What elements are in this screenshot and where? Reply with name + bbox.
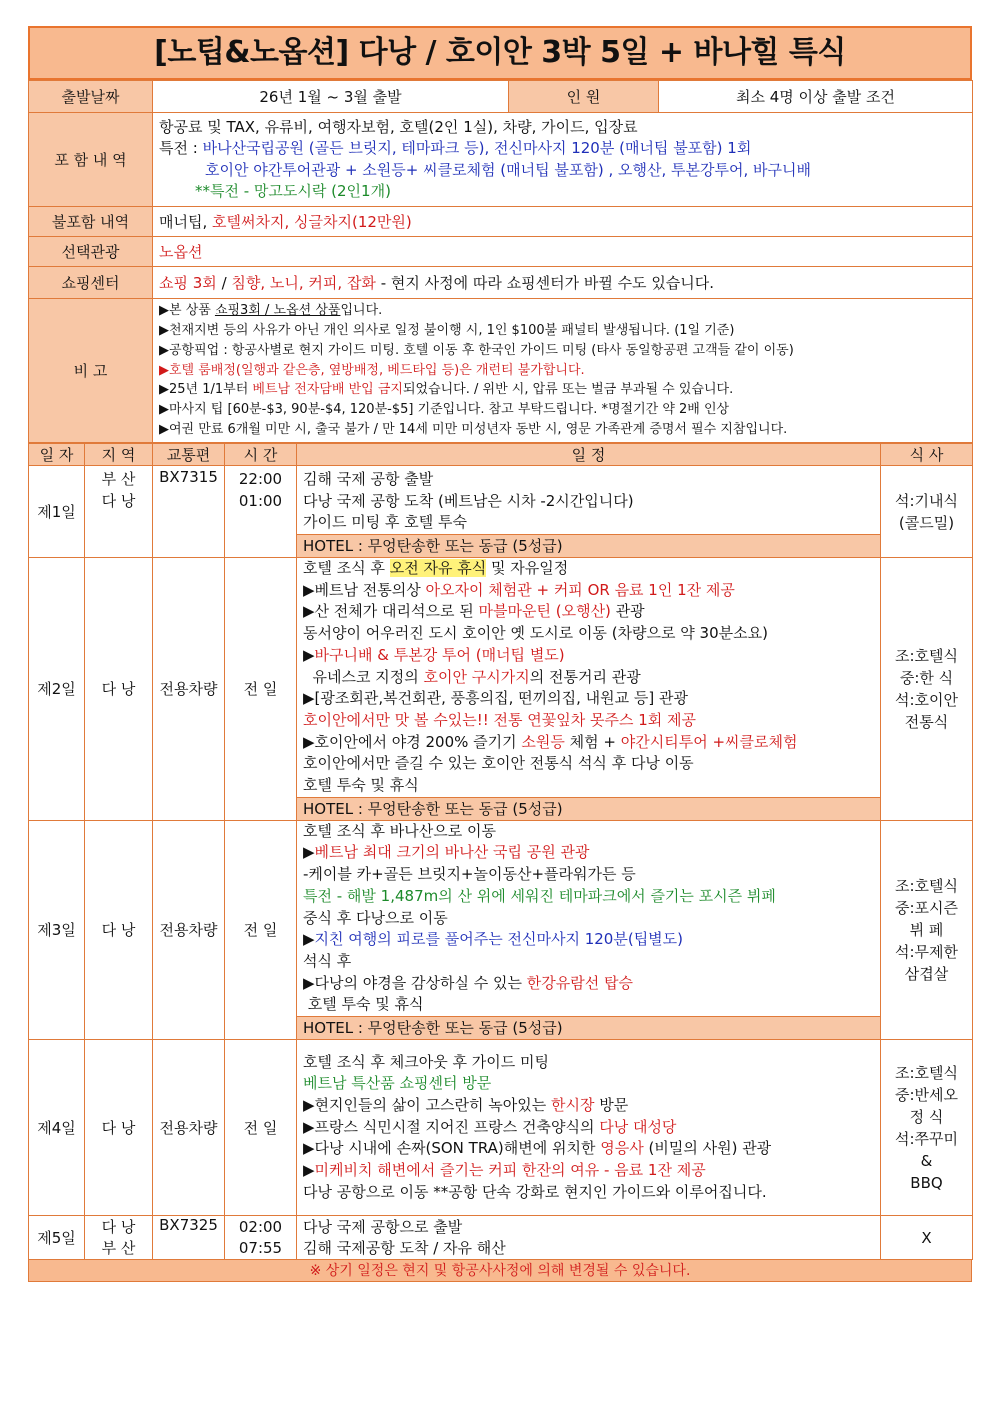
day-row-5 (29, 1216, 973, 1260)
note-5: ▶25년 1/1부터 베트남 전자담배 반입 금지되었습니다. / 위반 시, 압류 또는 벌금 부과될 수 있습니다. (159, 382, 734, 398)
day-meal: 조:호텔식 중:반세오 정 식 석:쭈꾸미 & BBQ (881, 1040, 973, 1216)
day-transport: 전용차량 (153, 820, 225, 1039)
hotel-info: HOTEL : 무엉탄송한 또는 동급 (5성급) (297, 797, 880, 820)
hotel-info: HOTEL : 무엉탄송한 또는 동급 (5성급) (297, 1016, 880, 1039)
day-label: 제1일 (29, 466, 85, 558)
note-2: ▶천재지변 등의 사유가 아닌 개인 의사로 일정 불이행 시, 1인 $100불 패널티 발생됩니다. (1일 기준) (159, 323, 735, 338)
day-time: 전 일 (225, 1040, 297, 1216)
day-row-3 (29, 820, 973, 1039)
day-transport: 전용차량 (153, 1040, 225, 1216)
day-meal: 조:호텔식 중:한 식 석:호이안 전통식 (881, 558, 973, 821)
day-row-4 (29, 1040, 973, 1216)
include-line-2: 특전 : 바나산국립공원 (골든 브릿지, 테마파크 등), 전신마사지 120분 (매너팁 불포함) 1회 (159, 139, 752, 157)
include-label: 포 함 내 역 (29, 113, 153, 207)
page-title: [노팁&노옵션] 다낭 / 호이안 3박 5일 + 바나힐 특식 (28, 26, 972, 80)
day-time: 02:00 07:55 (225, 1216, 297, 1260)
option-label: 선택관광 (29, 237, 153, 267)
people-label: 인 원 (509, 81, 659, 113)
header-itinerary: 일 정 (297, 444, 881, 466)
shop-label: 쇼핑센터 (29, 267, 153, 299)
day-itinerary: 다낭 국제 공항으로 출발 김해 국제공항 도착 / 자유 해산 (297, 1216, 881, 1260)
day-itinerary: 김해 국제 공항 출발 다낭 국제 공항 도착 (베트남은 시차 -2시간입니다) 가이드 미팅 후 호텔 투숙 HOTEL : 무엉탄송한 또는 동급 (5성급) (297, 466, 881, 558)
day-time: 22:00 01:00 (225, 466, 297, 558)
header-region: 지 역 (85, 444, 153, 466)
shop-value: 쇼핑 3회 / 침향, 노니, 커피, 잡화 - 현지 사정에 따라 쇼핑센터가 바뀔 수도 있습니다. (153, 267, 973, 299)
day-region: 다 낭 (85, 820, 153, 1039)
note-1: ▶본 상품 쇼핑3회 / 노옵션 상품입니다. (159, 303, 383, 319)
day-label: 제3일 (29, 820, 85, 1039)
header-transport: 교통편 (153, 444, 225, 466)
day-label: 제2일 (29, 558, 85, 821)
depart-value: 26년 1월 ~ 3월 출발 (153, 81, 509, 113)
day-region: 다 낭 부 산 (85, 1216, 153, 1260)
note-7: ▶여권 만료 6개월 미만 시, 출국 불가 / 만 14세 미만 미성년자 동반 시, 영문 가족관계 증명서 필수 지참입니다. (159, 421, 788, 437)
header-time: 시 간 (225, 444, 297, 466)
day-time: 전 일 (225, 558, 297, 821)
note-content (153, 299, 973, 443)
depart-label: 출발날짜 (29, 81, 153, 113)
day-itinerary: 호텔 조식 후 오전 자유 휴식 및 자유일정 ▶베트남 전통의상 아오자이 체험관 + 커피 OR 음료 1인 1잔 제공 ▶산 전체가 대리석으로 된 마블마운틴 (오행산) 관광 동서양이 어우러진 도시 호이안 옛 도시로 이동 (차량으로 약 30분소요) ▶바구니배 & 투본강 투어 (매너팁 별도) 유네스코 지정의 호이안 구시가지의 전통거리 관광 ▶[광조회관,복건회관, 풍흥의집, 떤끼의집, 내원교 등] 관광 호이안에서만 맛 볼 수있는!! 전통 연꽃잎차 못주스 1회 제공 ▶호이안에서 야경 200% 즐기기 소원등 체험 + 야간시티투어 +씨클로체험 호이안에서만 즐길 수 있는 호이안 전통식 석식 후 다낭 이동 호텔 투숙 및 휴식 HOTEL : 무엉탄송한 또는 동급 (5성급) (297, 558, 881, 821)
day-region: 다 낭 (85, 558, 153, 821)
header-day: 일 자 (29, 444, 85, 466)
day-transport: BX7315 (153, 466, 225, 558)
option-value: 노옵션 (153, 237, 973, 267)
day-itinerary: 호텔 조식 후 체크아웃 후 가이드 미팅 베트남 특산품 쇼핑센터 방문 ▶현지인들의 삶이 고스란히 녹아있는 한시장 방문 ▶프랑스 식민시절 지어진 프랑스 건축양식의 다낭 대성당 ▶다낭 시내에 손짜(SON TRA)해변에 위치한 영응사 (비밀의 사원) 관광 ▶미케비치 해변에서 즐기는 커피 한잔의 여유 - 음료 1잔 제공 다낭 공항으로 이동 **공항 단속 강화로 현지인 가이드와 이루어집니다. (297, 1040, 881, 1216)
day-transport: BX7325 (153, 1216, 225, 1260)
footer-note: ※ 상기 일정은 현지 및 항공사사정에 의해 변경될 수 있습니다. (28, 1260, 972, 1282)
day-transport: 전용차량 (153, 558, 225, 821)
day-meal: X (881, 1216, 973, 1260)
include-content (153, 113, 973, 207)
day-row-1 (29, 466, 973, 558)
people-value: 최소 4명 이상 출발 조건 (659, 81, 973, 113)
include-line-3: 호이안 야간투어관광 + 소원등+ 씨클로체험 (매너팁 불포함) , 오행산, 투본강투어, 바구니배 (205, 160, 811, 179)
note-6: ▶마사지 팁 [60분-$3, 90분-$4, 120분-$5] 기준입니다. 참고 부탁드립니다. *명절기간 약 2배 인상 (159, 402, 730, 418)
exclude-label: 불포함 내역 (29, 207, 153, 237)
note-4: ▶호텔 룸배정(일행과 같은층, 옆방배정, 베드타입 등)은 개런티 불가합니다. (159, 362, 585, 378)
day-time: 전 일 (225, 820, 297, 1039)
day-region: 부 산 다 낭 (85, 466, 153, 558)
include-line-1: 항공료 및 TAX, 유류비, 여행자보험, 호텔(2인 1실), 차량, 가이드, 입장료 (159, 117, 638, 136)
itinerary-document (28, 26, 972, 1282)
header-meal: 식 사 (881, 444, 973, 466)
schedule-table (28, 443, 973, 1260)
note-label: 비 고 (29, 299, 153, 443)
include-line-4: **특전 - 망고도시락 (2인1개) (195, 182, 391, 200)
day-itinerary: 호텔 조식 후 바나산으로 이동 ▶베트남 최대 크기의 바나산 국립 공원 관광 -케이블 카+골든 브릿지+놀이동산+플라워가든 등 특전 - 해발 1,487m의 산 위에 세워진 테마파크에서 즐기는 포시즌 뷔페 중식 후 다낭으로 이동 ▶지친 여행의 피로를 풀어주는 전신마사지 120분(팁별도) 석식 후 ▶다낭의 야경을 감상하실 수 있는 한강유람선 탑승 호텔 투숙 및 휴식 HOTEL : 무엉탄송한 또는 동급 (5성급) (297, 820, 881, 1039)
info-table (28, 80, 973, 443)
hotel-info: HOTEL : 무엉탄송한 또는 동급 (5성급) (297, 534, 880, 557)
exclude-value: 매너팁, 호텔써차지, 싱글차지(12만원) (153, 207, 973, 237)
day-region: 다 낭 (85, 1040, 153, 1216)
day-label: 제5일 (29, 1216, 85, 1260)
day-label: 제4일 (29, 1040, 85, 1216)
day-row-2 (29, 558, 973, 821)
day-meal: 조:호텔식 중:포시즌 뷔 페 석:무제한 삼겹살 (881, 820, 973, 1039)
note-3: ▶공항픽업 : 항공사별로 현지 가이드 미팅. 호텔 이동 후 한국인 가이드 미팅 (타사 동일항공편 고객들 같이 이동) (159, 342, 794, 358)
day-meal: 석:기내식 (콜드밀) (881, 466, 973, 558)
